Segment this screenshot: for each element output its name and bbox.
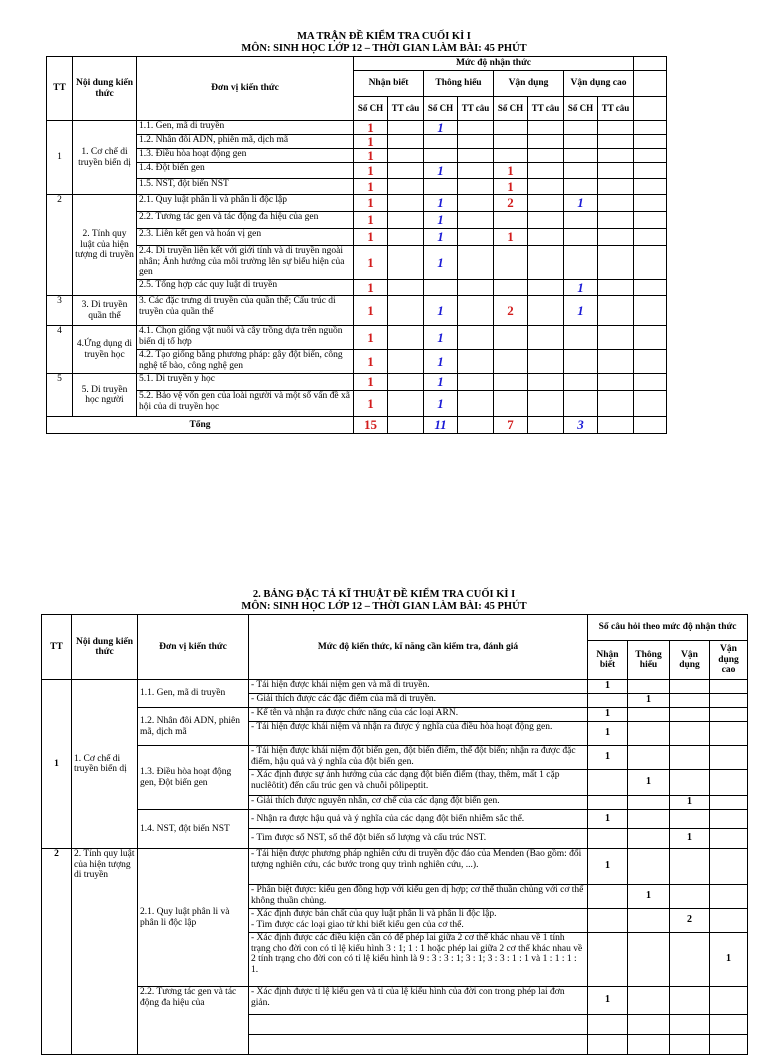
spec-row-text: - Xác định được các điều kiện cần có để phép lai giữa 2 cơ thể khác nhau về 1 tính trạng cho đời con có tỉ lệ kiểu hình 3 : 1; 1 : 1 hoặc phép lai giữa 2 cơ thể khác nhau về 2 tính trạng cho đời con có tỉ lệ kiểu hình là 9 : 3 : 3 : 1; 3 : 1; 3 : 3 : 1 : 1 và 1 : 1 : 1 : 1. xyxy=(249,933,588,987)
count-vd: 1 xyxy=(494,163,528,179)
count-vdc xyxy=(564,212,598,229)
spec-unit: 1.1. Gen, mã di truyền xyxy=(138,680,249,708)
spec-row-text: - Nhận ra được hậu quả và ý nghĩa của các dạng đột biến nhiễm sắc thể. xyxy=(249,810,588,829)
count-nb: 1 xyxy=(354,326,388,350)
count-vdc xyxy=(564,326,598,350)
chapter-tt: 4 xyxy=(47,326,73,374)
count-vd xyxy=(494,149,528,163)
count-vdc xyxy=(564,121,598,135)
sub-tt-cau: TT câu xyxy=(528,97,564,121)
unit-label: 2.3. Liên kết gen và hoán vị gen xyxy=(137,229,354,246)
matrix-row xyxy=(47,296,667,326)
count-vdc xyxy=(564,350,598,374)
spec-nb: 1 xyxy=(588,708,628,722)
spec-nb: 1 xyxy=(588,722,628,746)
count-vdc xyxy=(564,135,598,149)
spec-th: 1 xyxy=(628,694,670,708)
count-nb: 1 xyxy=(354,163,388,179)
col-noi-dung: Nội dung kiến thức xyxy=(72,615,138,680)
count-th: 1 xyxy=(424,212,458,229)
spec-table xyxy=(41,614,748,1055)
matrix-body xyxy=(47,121,667,417)
count-vd: 2 xyxy=(494,195,528,212)
count-vd xyxy=(494,246,528,280)
count-vdc: 1 xyxy=(564,195,598,212)
spec-nb: 1 xyxy=(588,810,628,829)
count-vdc xyxy=(564,229,598,246)
chapter-tt: 3 xyxy=(47,296,73,326)
count-nb: 1 xyxy=(354,212,388,229)
count-nb: 1 xyxy=(354,374,388,391)
count-vdc xyxy=(564,179,598,195)
sub-tt-cau: TT câu xyxy=(458,97,494,121)
matrix-table xyxy=(46,56,667,434)
spec-vd: 1 xyxy=(670,829,710,849)
col-van-dung-cao: Vận dụng cao xyxy=(564,71,634,97)
spec-row-text: - Phân biệt được: kiểu gen đồng hợp với kiểu gen dị hợp; cơ thể thuần chủng với cơ thể không thuần chủng. xyxy=(249,885,588,909)
spec-row-text: - Tìm được số NST, số thể đột biến số lượng và cấu trúc NST. xyxy=(249,829,588,849)
spec-row-text: - Giải thích được các đặc điểm của mã di truyền. xyxy=(249,694,588,708)
spec-vd: 2 xyxy=(670,909,710,933)
count-nb: 1 xyxy=(354,246,388,280)
count-vdc xyxy=(564,163,598,179)
spec-subtitle: MÔN: SINH HỌC LỚP 12 – THỜI GIAN LÀM BÀI: 45 PHÚT xyxy=(241,601,527,612)
count-th: 1 xyxy=(424,350,458,374)
total-vd: 7 xyxy=(494,417,528,434)
col-van-dung: Vận dụng xyxy=(494,71,564,97)
spec-row-text: - Kể tên và nhận ra được chức năng của các loại ARN. xyxy=(249,708,588,722)
sub-so-ch: Số CH xyxy=(494,97,528,121)
col-tt: TT xyxy=(42,615,72,680)
count-th: 1 xyxy=(424,195,458,212)
count-th: 1 xyxy=(424,163,458,179)
spec-unit: 2.1. Quy luật phân li và phân li độc lập xyxy=(138,849,249,987)
count-vd: 1 xyxy=(494,179,528,195)
count-vd xyxy=(494,121,528,135)
matrix-row xyxy=(47,326,667,350)
col-van-dung: Vận dụng xyxy=(670,641,710,680)
matrix-row xyxy=(47,391,667,417)
spec-chapter-name: 1. Cơ chế di truyền biến dị xyxy=(72,680,138,849)
spec-unit: 1.2. Nhân đôi ADN, phiên mã, dịch mã xyxy=(138,708,249,746)
col-so-cau: Số câu hỏi theo mức độ nhận thức xyxy=(588,615,748,641)
count-th xyxy=(424,179,458,195)
col-don-vi: Đơn vị kiến thức xyxy=(137,57,354,121)
unit-label: 1.4. Đột biến gen xyxy=(137,163,354,179)
count-th: 1 xyxy=(424,246,458,280)
count-nb: 1 xyxy=(354,296,388,326)
spec-chapter-tt: 1 xyxy=(42,680,72,849)
spec-unit: 1.3. Điều hòa hoạt động gen, Đột biến gen xyxy=(138,746,249,810)
count-vdc xyxy=(564,374,598,391)
count-nb: 1 xyxy=(354,135,388,149)
count-vd xyxy=(494,280,528,296)
count-nb: 1 xyxy=(354,179,388,195)
col-noi-dung: Nội dung kiến thức xyxy=(73,57,137,121)
matrix-row xyxy=(47,179,667,195)
count-th xyxy=(424,135,458,149)
spec-th: 1 xyxy=(628,885,670,909)
count-th xyxy=(424,280,458,296)
spec-title: 2. BẢNG ĐẶC TẢ KĨ THUẬT ĐỀ KIỂM TRA CUỐI KÌ I xyxy=(252,589,516,600)
count-vd xyxy=(494,212,528,229)
spec-row-text xyxy=(249,909,588,933)
matrix-row xyxy=(47,280,667,296)
col-thong-hieu: Thông hiểu xyxy=(628,641,670,680)
unit-label: 2.1. Quy luật phân li và phân li độc lập xyxy=(137,195,354,212)
col-nhan-biet: Nhận biết xyxy=(354,71,424,97)
matrix-row xyxy=(47,163,667,179)
unit-label: 1.3. Điều hòa hoạt động gen xyxy=(137,149,354,163)
spec-row-text: - Giải thích được nguyên nhân, cơ chế của các dạng đột biến gen. xyxy=(249,796,588,810)
matrix-row xyxy=(47,195,667,212)
total-label: Tổng xyxy=(47,417,354,434)
matrix-title: MA TRẬN ĐỀ KIỂM TRA CUỐI KÌ I xyxy=(297,31,471,42)
chapter-name: 4.Ứng dụng di truyền học xyxy=(73,326,137,374)
count-nb: 1 xyxy=(354,280,388,296)
count-nb: 1 xyxy=(354,229,388,246)
sub-tt-cau: TT câu xyxy=(388,97,424,121)
col-muc-do: Mức độ nhận thức xyxy=(354,57,634,71)
unit-label: 4.2. Tạo giống bằng phương pháp: gây đột biến, công nghệ tế bào, công nghệ gen xyxy=(137,350,354,374)
sub-so-ch: Số CH xyxy=(424,97,458,121)
matrix-row xyxy=(47,374,667,391)
total-th: 11 xyxy=(424,417,458,434)
count-vd xyxy=(494,135,528,149)
count-vdc: 1 xyxy=(564,296,598,326)
spec-nb: 1 xyxy=(588,987,628,1015)
spec-chapter-name: 2. Tính quy luật của hiện tượng di truyền xyxy=(72,849,138,1055)
spec-row-text: - Tái hiện được khái niệm và nhận ra được ý nghĩa của điều hòa hoạt động gen. xyxy=(249,722,588,746)
count-vd xyxy=(494,326,528,350)
unit-label: 1.5. NST, đột biến NST xyxy=(137,179,354,195)
spec-unit: 2.2. Tương tác gen và tác động đa hiệu của xyxy=(138,987,249,1055)
chapter-name: 5. Di truyền học người xyxy=(73,374,137,417)
matrix-row xyxy=(47,135,667,149)
spec-chapter-tt: 2 xyxy=(42,849,72,1055)
count-vd xyxy=(494,374,528,391)
unit-label: 2.2. Tương tác gen và tác động đa hiệu của gen xyxy=(137,212,354,229)
chapter-tt: 2 xyxy=(47,195,73,296)
count-vd: 2 xyxy=(494,296,528,326)
unit-label: 2.5. Tổng hợp các quy luật di truyền xyxy=(137,280,354,296)
spec-row-text: - Xác định được tỉ lệ kiểu gen và tỉ của lệ kiểu hình của đời con trong phép lai đơn giản. xyxy=(249,987,588,1015)
spec-th: 1 xyxy=(628,770,670,796)
count-nb: 1 xyxy=(354,391,388,417)
spec-row-text: - Tái hiện được khái niệm gen và mã di truyền. xyxy=(249,680,588,694)
matrix-row xyxy=(47,246,667,280)
unit-label: 2.4. Di truyền liên kết với giới tính và di truyền ngoài nhân; Ảnh hưởng của môi trường lên sự biểu hiện của gen xyxy=(137,246,354,280)
count-th: 1 xyxy=(424,229,458,246)
count-th: 1 xyxy=(424,326,458,350)
col-van-dung-cao: Vận dụng cao xyxy=(710,641,748,680)
total-nb: 15 xyxy=(354,417,388,434)
spec-nb: 1 xyxy=(588,849,628,885)
col-nhan-biet: Nhận biết xyxy=(588,641,628,680)
chapter-name: 1. Cơ chế di truyền biến dị xyxy=(73,121,137,195)
col-thong-hieu: Thông hiểu xyxy=(424,71,494,97)
unit-label: 4.1. Chọn giống vật nuôi và cây trồng dựa trên nguồn biến dị tổ hợp xyxy=(137,326,354,350)
matrix-row xyxy=(47,121,667,135)
spec-row-text: - Xác định được sự ảnh hưởng của các dạng đột biến điểm (thay, thêm, mất 1 cặp nuclêôtit) đến cấu trúc gen và chuỗi pôlipeptit. xyxy=(249,770,588,796)
count-nb: 1 xyxy=(354,350,388,374)
spec-row-line: - Tìm được các loại giao tử khi biết kiểu gen của cơ thể. xyxy=(251,919,464,930)
spec-row-text: - Tái hiện được khái niệm đột biến gen, đột biến điểm, thể đột biến; nhận ra được đặc điểm, hậu quả và ý nghĩa của đột biến gen. xyxy=(249,746,588,770)
spec-row-text: - Tái hiện được phương pháp nghiên cứu di truyền độc đáo của Menden (Bao gồm: đối tượng nghiên cứu, các bước trong quy trình nghiên cứu, ...). xyxy=(249,849,588,885)
col-don-vi: Đơn vị kiến thức xyxy=(138,615,249,680)
col-muc-do: Mức độ kiến thức, kĩ năng cần kiểm tra, đánh giá xyxy=(249,615,588,680)
spec-unit: 1.4. NST, đột biến NST xyxy=(138,810,249,849)
unit-label: 3. Các đặc trưng di truyền của quần thể; Cấu trúc di truyền của quần thể xyxy=(137,296,354,326)
count-th: 1 xyxy=(424,121,458,135)
count-vd xyxy=(494,391,528,417)
matrix-row xyxy=(47,229,667,246)
matrix-subtitle: MÔN: SINH HỌC LỚP 12 – THỜI GIAN LÀM BÀI: 45 PHÚT xyxy=(241,43,527,54)
sub-tt-cau: TT câu xyxy=(598,97,634,121)
matrix-row xyxy=(47,350,667,374)
matrix-row xyxy=(47,149,667,163)
total-vdc: 3 xyxy=(564,417,598,434)
count-vdc xyxy=(564,246,598,280)
unit-label: 5.2. Bảo vệ vốn gen của loài người và một số vấn đề xã hội của di truyền học xyxy=(137,391,354,417)
chapter-name: 2. Tính quy luật của hiện tượng di truyền xyxy=(73,195,137,296)
spec-vdc: 1 xyxy=(710,933,748,987)
count-vdc xyxy=(564,149,598,163)
count-th: 1 xyxy=(424,391,458,417)
count-th: 1 xyxy=(424,296,458,326)
count-th: 1 xyxy=(424,374,458,391)
count-vdc xyxy=(564,391,598,417)
sub-so-ch: Số CH xyxy=(564,97,598,121)
chapter-tt: 1 xyxy=(47,121,73,195)
count-vdc: 1 xyxy=(564,280,598,296)
sub-so-ch: Số CH xyxy=(354,97,388,121)
spec-vd: 1 xyxy=(670,796,710,810)
count-nb: 1 xyxy=(354,149,388,163)
spec-nb: 1 xyxy=(588,680,628,694)
col-tt: TT xyxy=(47,57,73,121)
spec-nb: 1 xyxy=(588,746,628,770)
chapter-name: 3. Di truyền quần thể xyxy=(73,296,137,326)
spec-row-line: - Xác định được bản chất của quy luật phân li và phân li độc lập. xyxy=(251,909,497,919)
unit-label: 1.1. Gen, mã di truyền xyxy=(137,121,354,135)
unit-label: 1.2. Nhân đôi ADN, phiên mã, dịch mã xyxy=(137,135,354,149)
count-th xyxy=(424,149,458,163)
chapter-tt: 5 xyxy=(47,374,73,417)
count-vd: 1 xyxy=(494,229,528,246)
count-nb: 1 xyxy=(354,195,388,212)
count-vd xyxy=(494,350,528,374)
count-nb: 1 xyxy=(354,121,388,135)
unit-label: 5.1. Di truyền y học xyxy=(137,374,354,391)
matrix-row xyxy=(47,212,667,229)
